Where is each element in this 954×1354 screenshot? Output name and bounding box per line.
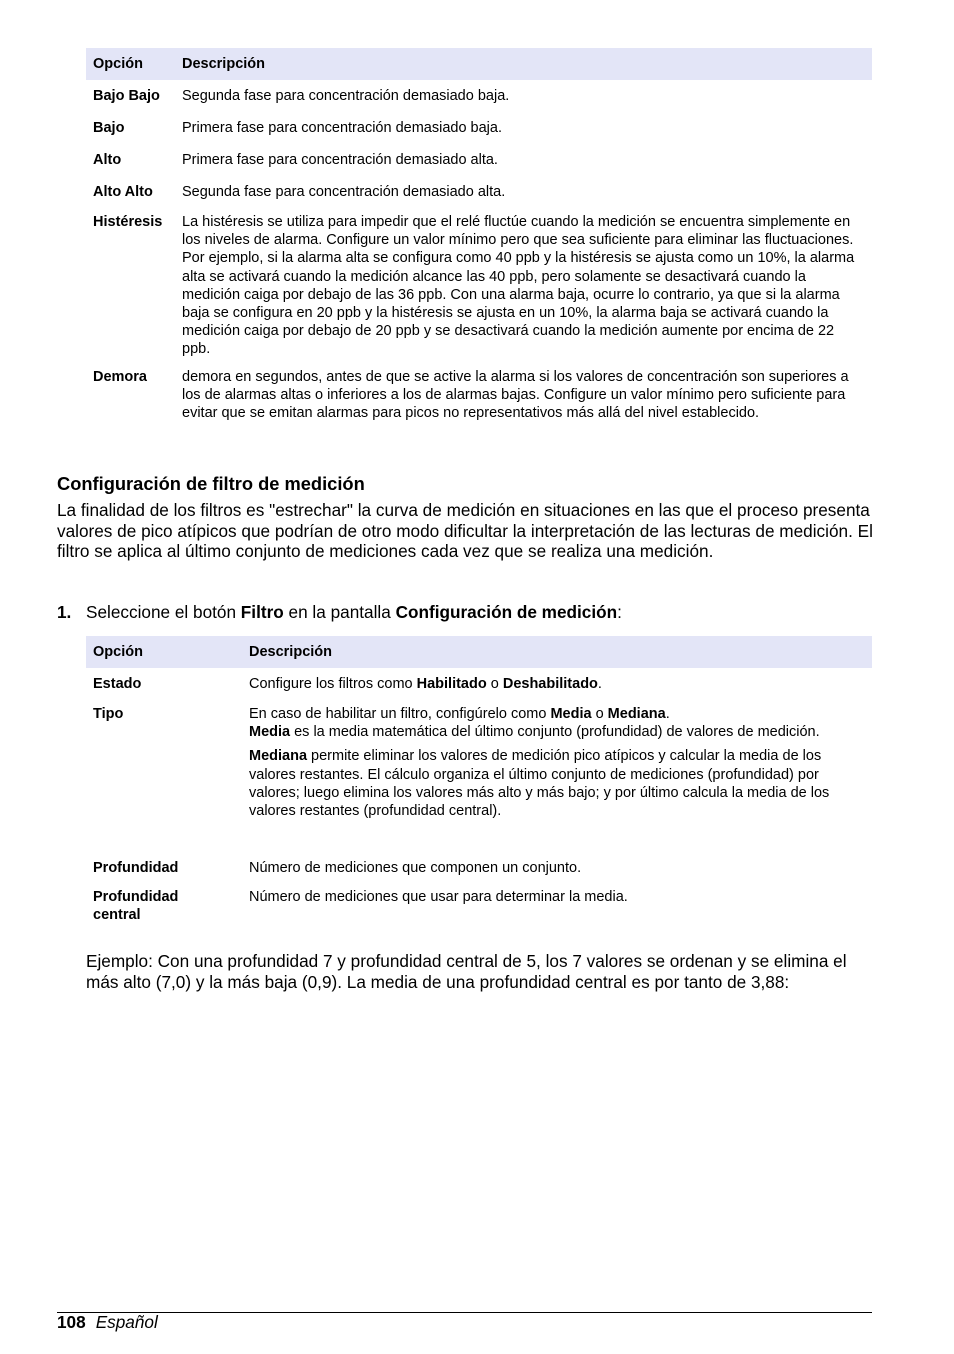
table-row bbox=[86, 363, 872, 423]
option-cell: Alto bbox=[93, 151, 122, 168]
page-footer bbox=[57, 1312, 158, 1332]
step-text: Seleccione el botón Filtro en la pantalla Configuración de medición: bbox=[86, 602, 622, 622]
option-cell: Profundidad bbox=[93, 859, 179, 876]
step-number: 1. bbox=[57, 602, 72, 622]
option-cell: Histéresis bbox=[93, 214, 163, 230]
option-cell: Demora bbox=[93, 369, 147, 385]
table-row bbox=[86, 176, 872, 208]
footer-language: Español bbox=[95, 1312, 158, 1332]
tipo-paragraph-2: Mediana permite eliminar los valores de medición pico atípicos y calcular la media de los valores restantes. El cálculo organiza el último conjunto de mediciones (profundidad) por valores; luego elimina los valores más alto y más bajo; y por último calcula la media de los valores restantes (profundidad central). bbox=[249, 748, 830, 820]
description-cell: demora en segundos, antes de que se active la alarma si los valores de concentración son superiores a los de alarmas altas o inferiores a los de alarmas bajas. Configure un valor mínimo pero suficiente para evitar que se emitan alarmas para picos no representativos más allá del nivel establecido. bbox=[182, 369, 849, 422]
option-cell: Estado bbox=[93, 675, 142, 692]
option-cell: Alto Alto bbox=[93, 183, 153, 200]
filter-options-table bbox=[86, 636, 872, 924]
description-cell bbox=[249, 705, 872, 852]
step-1 bbox=[57, 602, 875, 623]
header-description: Descripción bbox=[249, 644, 332, 660]
header-description: Descripción bbox=[182, 56, 265, 72]
table-row bbox=[86, 144, 872, 176]
description-cell: Segunda fase para concentración demasiado baja. bbox=[182, 87, 510, 104]
table-row bbox=[86, 112, 872, 144]
tipo-paragraph-1: En caso de habilitar un filtro, configúrelo como Media o Mediana. Media es la media matemática del último conjunto (profundidad) de valores de medición. bbox=[249, 706, 820, 741]
alarm-options-table bbox=[86, 48, 872, 423]
example-paragraph: Ejemplo: Con una profundidad 7 y profundidad central de 5, los 7 valores se ordenan y se elimina el más alto (7,0) y la más baja (0,9). La media de una profundidad central es por tanto de 3,88: bbox=[86, 951, 847, 992]
footer-rule bbox=[57, 1312, 872, 1313]
option-cell: Tipo bbox=[93, 706, 124, 722]
header-option: Opción bbox=[93, 644, 143, 660]
table-header bbox=[86, 636, 872, 668]
table-row bbox=[86, 700, 872, 852]
table-row bbox=[86, 884, 872, 924]
table-row bbox=[86, 852, 872, 884]
section-heading: Configuración de filtro de medición bbox=[57, 473, 365, 494]
header-option: Opción bbox=[93, 56, 143, 72]
description-cell: La histéresis se utiliza para impedir que el relé fluctúe cuando la medición se encuentra simplemente en los niveles de alarma. Configure un valor mínimo pero que sea suficiente para eliminar las fluctuaciones. Por ejemplo, si la alarma alta se configura como 40 ppb y la histéresis se ajusta como un 10%, la alarma alta se activará cuando la medición alcance las 40 ppb, pero solamente se desactivará cuando la medición caiga por debajo de las 36 ppb. Con una alarma baja, ocurre lo contrario, ya que si la alarma baja se configura en 20 ppb y la histéresis se ajusta en un 10%, la alarma baja se activará cuando la medición caiga por debajo de 20 ppb y se desactivará cuando la medición aumente por encima de 22 ppb. bbox=[182, 214, 855, 358]
page-number: 108 bbox=[57, 1312, 86, 1332]
description-cell: Número de mediciones que componen un conjunto. bbox=[249, 859, 582, 876]
option-cell: Bajo bbox=[93, 119, 125, 136]
table-row bbox=[86, 668, 872, 700]
description-cell: Número de mediciones que usar para determinar la media. bbox=[249, 889, 628, 905]
description-cell: Primera fase para concentración demasiado alta. bbox=[182, 151, 498, 168]
table-row bbox=[86, 208, 872, 363]
table-row bbox=[86, 80, 872, 112]
description-cell: Primera fase para concentración demasiado baja. bbox=[182, 119, 502, 136]
description-cell: Configure los filtros como Habilitado o Deshabilitado. bbox=[249, 675, 602, 692]
table-header bbox=[86, 48, 872, 80]
option-cell: Bajo Bajo bbox=[93, 87, 160, 104]
description-cell: Segunda fase para concentración demasiado alta. bbox=[182, 183, 506, 200]
section-intro: La finalidad de los filtros es "estrechar" la curva de medición en situaciones en las que el proceso presenta valores de pico atípicos que podrían de otro modo dificultar la interpretación de las lecturas de medición. El filtro se aplica al último conjunto de mediciones cada vez que se realiza una medición. bbox=[57, 500, 873, 562]
option-cell: Profundidad central bbox=[93, 889, 179, 924]
